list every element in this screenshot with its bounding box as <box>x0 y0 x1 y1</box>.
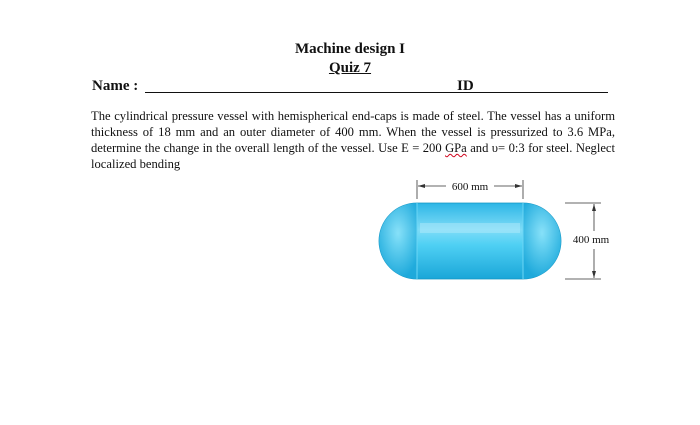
diameter-arrow-top <box>592 204 596 211</box>
left-end-cap <box>379 203 417 279</box>
problem-text-part1: The cylindrical pressure vessel with hemispherical end-caps is made of steel. The vessel has a uniform thickness of 18 mm and an outer diameter of 400 mm. When the vessel is pressurized to 3.6 MPa, determine the change in the overall length of the vessel. Use E = 200 <box>91 109 615 155</box>
diameter-label: 400 mm <box>572 234 610 246</box>
name-id-row <box>92 78 612 98</box>
id-blank-line[interactable] <box>484 92 608 93</box>
right-end-cap <box>523 203 561 279</box>
problem-statement <box>91 108 615 172</box>
quiz-title: Quiz 7 <box>328 60 372 76</box>
length-arrow-right <box>515 184 522 188</box>
id-label: ID <box>457 78 474 94</box>
name-label: Name : <box>92 78 139 94</box>
diameter-arrow-bottom <box>592 271 596 278</box>
length-label: 600 mm <box>451 181 489 193</box>
vessel-highlight <box>420 223 520 233</box>
length-arrow-left <box>418 184 425 188</box>
problem-text-part2: and υ= 0:3 for steel. Neglect localized bending <box>91 141 616 171</box>
spellcheck-flagged-word: GPa <box>445 141 467 155</box>
course-title: Machine design I <box>294 41 405 57</box>
pressure-vessel-figure <box>370 175 630 285</box>
